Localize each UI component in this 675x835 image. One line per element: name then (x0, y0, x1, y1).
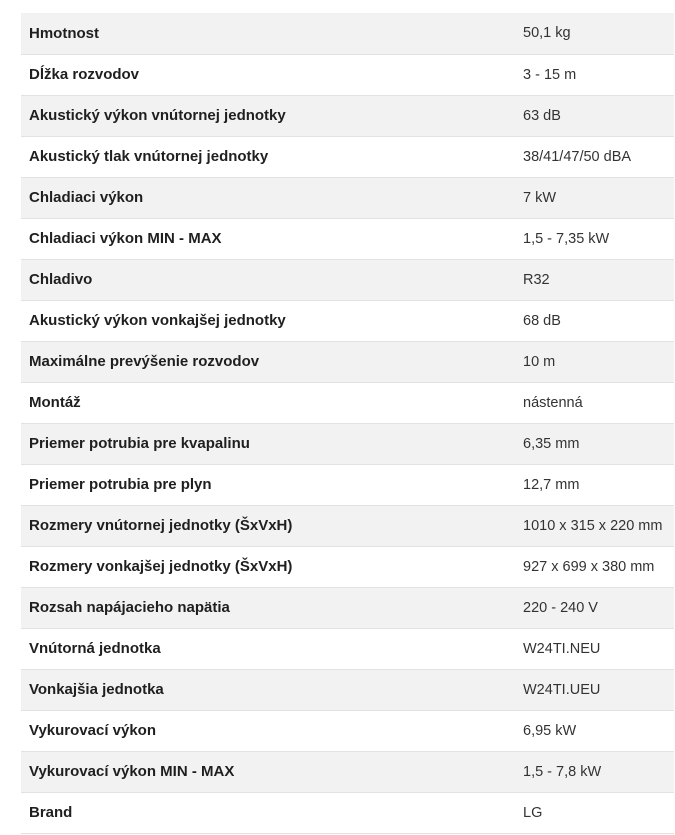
spec-row-refrigerant (21, 259, 674, 300)
spec-value: 38/41/47/50 dBA (512, 136, 674, 177)
spec-value: W24TI.NEU (512, 628, 674, 669)
spec-value: 6,35 mm (512, 423, 674, 464)
spec-value: R32 (512, 259, 674, 300)
spec-row-outdoor-unit (21, 669, 674, 710)
spec-label: Akustický výkon vonkajšej jednotky (21, 300, 512, 341)
spec-row-mounting (21, 382, 674, 423)
spec-value: W24TI.UEU (512, 669, 674, 710)
spec-row-weight (21, 13, 674, 54)
spec-value: 10 m (512, 341, 674, 382)
spec-row-heating-capacity (21, 710, 674, 751)
spec-row-max-height-difference (21, 341, 674, 382)
spec-label: Rozmery vnútornej jednotky (ŠxVxH) (21, 505, 512, 546)
spec-value: 927 x 699 x 380 mm (512, 546, 674, 587)
spec-value: 3 - 15 m (512, 54, 674, 95)
spec-label: Brand (21, 792, 512, 833)
spec-row-heating-capacity-range (21, 751, 674, 792)
spec-row-liquid-pipe-diameter (21, 423, 674, 464)
spec-value: 50,1 kg (512, 13, 674, 54)
spec-row-cooling-capacity (21, 177, 674, 218)
spec-value: LG (512, 792, 674, 833)
spec-label: Montáž (21, 382, 512, 423)
spec-row-cooling-capacity-range (21, 218, 674, 259)
spec-label: Chladivo (21, 259, 512, 300)
spec-value: 63 dB (512, 95, 674, 136)
spec-label: Hmotnost (21, 13, 512, 54)
spec-label: Vykurovací výkon MIN - MAX (21, 751, 512, 792)
spec-row-indoor-sound-power (21, 95, 674, 136)
spec-label: Vykurovací výkon (21, 710, 512, 751)
spec-row-outdoor-dimensions (21, 546, 674, 587)
spec-label: Priemer potrubia pre plyn (21, 464, 512, 505)
spec-label: Rozsah napájacieho napätia (21, 587, 512, 628)
spec-label: Priemer potrubia pre kvapalinu (21, 423, 512, 464)
specifications-body (21, 13, 674, 833)
specifications-table (21, 13, 674, 834)
spec-label: Rozmery vonkajšej jednotky (ŠxVxH) (21, 546, 512, 587)
spec-value: 1,5 - 7,8 kW (512, 751, 674, 792)
spec-value: 220 - 240 V (512, 587, 674, 628)
spec-label: Akustický výkon vnútornej jednotky (21, 95, 512, 136)
spec-row-indoor-unit (21, 628, 674, 669)
spec-label: Akustický tlak vnútornej jednotky (21, 136, 512, 177)
spec-value: 68 dB (512, 300, 674, 341)
spec-row-pipe-length (21, 54, 674, 95)
spec-value: nástenná (512, 382, 674, 423)
spec-value: 1,5 - 7,35 kW (512, 218, 674, 259)
spec-value: 6,95 kW (512, 710, 674, 751)
spec-row-outdoor-sound-power (21, 300, 674, 341)
spec-label: Vonkajšia jednotka (21, 669, 512, 710)
spec-label: Chladiaci výkon MIN - MAX (21, 218, 512, 259)
spec-label: Dĺžka rozvodov (21, 54, 512, 95)
spec-label: Chladiaci výkon (21, 177, 512, 218)
spec-row-supply-voltage (21, 587, 674, 628)
spec-row-gas-pipe-diameter (21, 464, 674, 505)
spec-label: Vnútorná jednotka (21, 628, 512, 669)
spec-value: 1010 x 315 x 220 mm (512, 505, 674, 546)
spec-value: 7 kW (512, 177, 674, 218)
spec-value: 12,7 mm (512, 464, 674, 505)
spec-row-indoor-sound-pressure (21, 136, 674, 177)
spec-row-indoor-dimensions (21, 505, 674, 546)
spec-label: Maximálne prevýšenie rozvodov (21, 341, 512, 382)
spec-row-brand (21, 792, 674, 833)
